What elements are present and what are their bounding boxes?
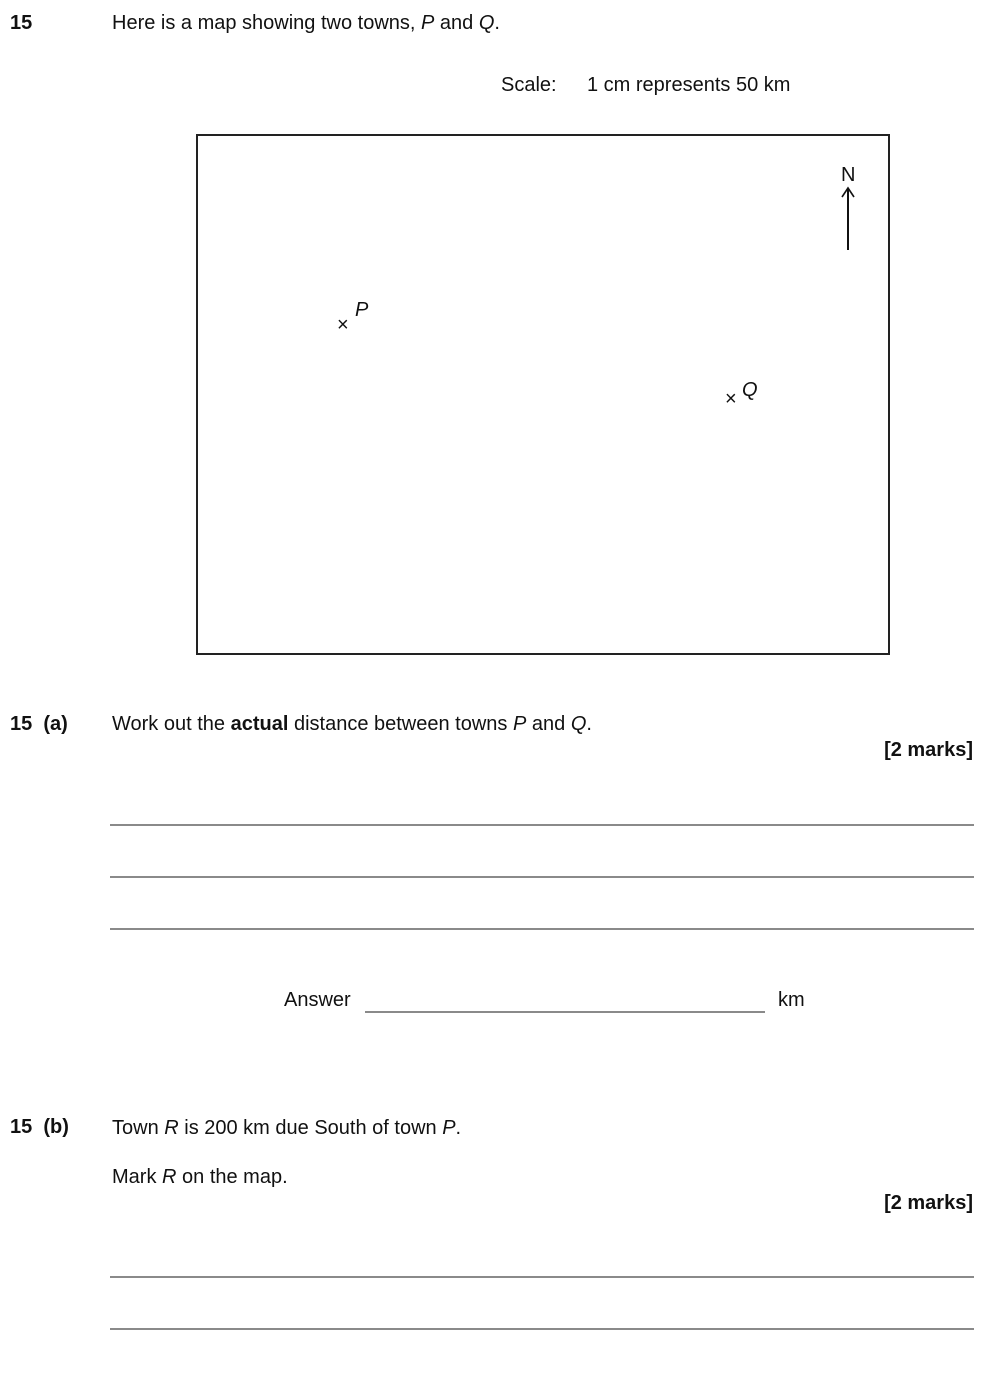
town-q-ref: Q	[570, 713, 587, 735]
question-number: 15	[10, 12, 33, 34]
text-bold: actual	[230, 713, 289, 735]
question-number: 15	[10, 713, 33, 735]
text: .	[586, 713, 592, 735]
part-a-number	[10, 714, 68, 734]
town-r-ref: R	[164, 1117, 179, 1139]
working-line[interactable]	[110, 1276, 974, 1278]
town-q-label: Q	[742, 379, 758, 401]
working-line[interactable]	[110, 928, 974, 930]
text: Mark	[112, 1166, 162, 1188]
text: Work out the	[112, 713, 231, 735]
part-b-text	[112, 1118, 461, 1138]
working-line[interactable]	[110, 876, 974, 878]
scale-label: Scale:	[501, 74, 557, 96]
question-intro	[112, 13, 500, 33]
town-p-ref: P	[442, 1117, 456, 1139]
answer-input-line[interactable]	[365, 1011, 765, 1013]
text: .	[455, 1117, 462, 1139]
town-r-ref: R	[162, 1166, 177, 1188]
intro-text: and	[434, 12, 479, 34]
text: is 200 km due South of town	[178, 1117, 443, 1139]
part-a-marks: [2 marks]	[884, 739, 973, 761]
north-arrow-icon	[838, 184, 858, 252]
part-b-instruction	[112, 1167, 288, 1187]
town-p-ref: P	[421, 12, 435, 34]
scale-value: 1 cm represents 50 km	[587, 74, 791, 96]
town-q-marker: ×	[725, 388, 737, 410]
town-q-ref: Q	[478, 12, 495, 34]
town-p-marker: ×	[337, 314, 349, 336]
part-a-text	[112, 714, 592, 734]
map[interactable]	[196, 134, 890, 655]
answer-label: Answer	[284, 989, 351, 1011]
text: Town	[112, 1117, 165, 1139]
intro-text: .	[494, 12, 500, 34]
town-p-ref: P	[512, 713, 527, 735]
answer-unit: km	[778, 989, 805, 1011]
text: and	[526, 713, 571, 735]
part-b-number	[10, 1117, 69, 1137]
north-label: N	[841, 164, 856, 186]
part-b-marks: [2 marks]	[884, 1192, 973, 1214]
working-line[interactable]	[110, 1328, 974, 1330]
question-number: 15	[10, 1116, 33, 1138]
text: distance between towns	[288, 713, 513, 735]
part-label: (b)	[43, 1116, 69, 1138]
town-p-label: P	[355, 299, 369, 321]
intro-text: Here is a map showing two towns,	[112, 12, 422, 34]
part-label: (a)	[43, 713, 68, 735]
working-line[interactable]	[110, 824, 974, 826]
text: on the map.	[176, 1166, 288, 1188]
